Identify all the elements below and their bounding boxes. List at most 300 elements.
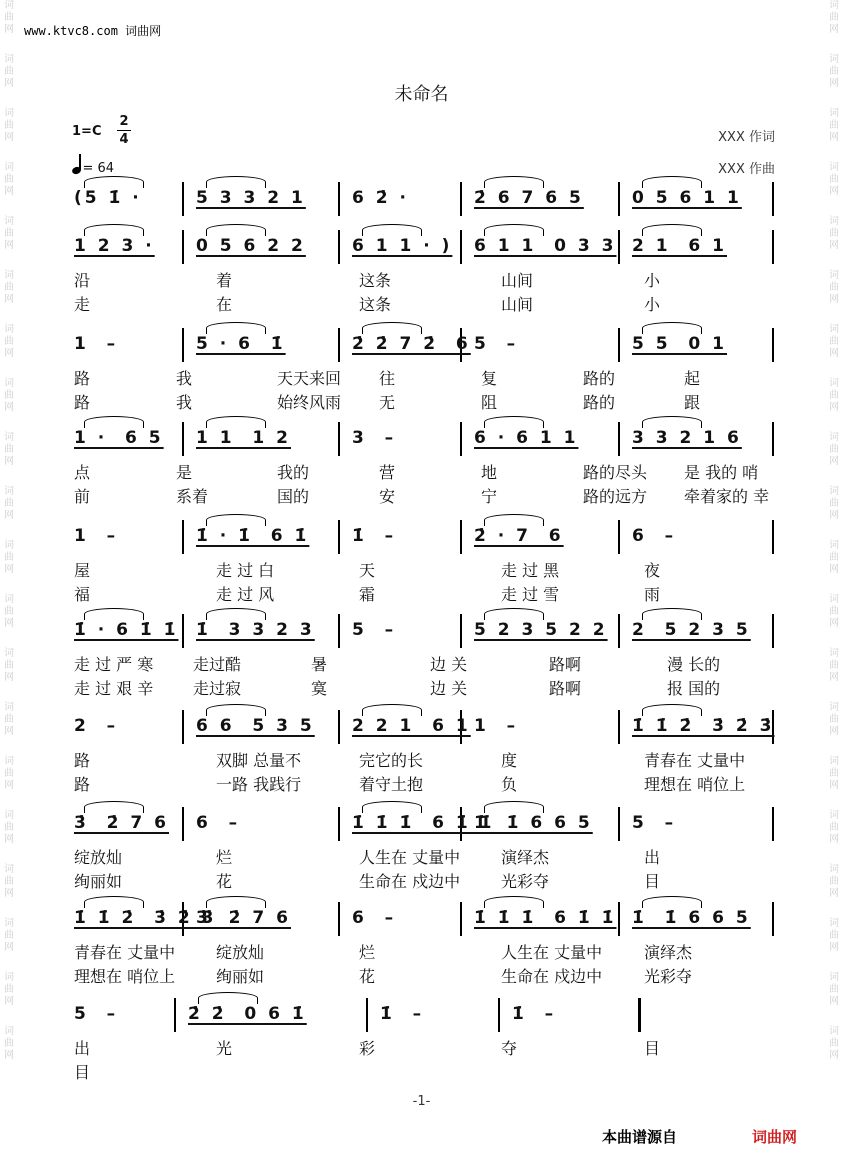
lyric-syllable: 完它的长 — [359, 751, 424, 770]
lyric-syllable: 走 过 艰 辛 — [74, 679, 154, 698]
lyric-verse-1 — [62, 652, 776, 676]
lyric-syllable: 走过寂 — [193, 679, 242, 698]
slur-mark — [206, 416, 266, 428]
measure: 2̇ 6 7 6 5 — [474, 188, 584, 208]
slur-mark — [484, 224, 544, 236]
lyric-syllable: 暑 — [311, 655, 328, 674]
measure: 1̇ – — [512, 1004, 557, 1024]
lyric-syllable: 双脚 总量不 — [216, 751, 302, 770]
measure: 1̇ 3 3 2 3 — [196, 620, 315, 640]
lyric-verse-1 — [62, 268, 776, 292]
lyric-verse-2 — [62, 869, 776, 893]
measure: 3 – — [352, 428, 397, 448]
barline — [618, 710, 620, 744]
time-signature — [117, 114, 131, 147]
measure: 1̇ 1̇ 1̇ 6 1̇ 1̇ — [352, 813, 495, 833]
barline — [460, 182, 462, 216]
watermark-text: 词 曲 网 — [4, 702, 14, 737]
lyric-verse-2 — [62, 292, 776, 316]
slur-mark — [642, 416, 702, 428]
lyric-syllable: 演绎杰 — [644, 943, 693, 962]
notes-row — [62, 420, 776, 460]
measure: 3̇ 2̇ 7 6 — [196, 908, 291, 928]
watermark-text: 词 曲 网 — [829, 486, 839, 521]
lyric-verse-2 — [62, 676, 776, 700]
score-system — [62, 420, 776, 508]
lyric-verse-2 — [62, 484, 776, 508]
lyric-syllable: 漫 长的 — [667, 655, 721, 674]
lyric-syllable: 夜 — [644, 561, 661, 580]
lyric-verse-1 — [62, 1036, 776, 1060]
lyric-syllable: 牵着家的 幸 — [684, 487, 770, 506]
lyric-syllable: 起 — [684, 369, 701, 388]
barline — [460, 614, 462, 648]
measure: 6 1 1 0 3 3 — [474, 236, 617, 256]
measure: 2 5 2 3 5 — [632, 620, 751, 640]
watermark-text: 词 曲 网 — [4, 1026, 14, 1061]
barline — [618, 520, 620, 554]
barline — [618, 328, 620, 362]
barline — [460, 520, 462, 554]
barline — [638, 998, 641, 1032]
barline — [618, 902, 620, 936]
lyric-syllable: 无 — [379, 393, 396, 412]
barline — [772, 520, 774, 554]
lyric-syllable: 绚丽如 — [74, 872, 123, 891]
barline — [618, 422, 620, 456]
score-system — [62, 518, 776, 606]
lyric-syllable: 走 — [74, 295, 91, 314]
barline — [618, 807, 620, 841]
slur-mark — [642, 896, 702, 908]
barline — [182, 422, 184, 456]
measure: 2̇ 2̇ 0 6 1̇ — [188, 1004, 307, 1024]
measure: 6 2̇ · — [352, 188, 409, 208]
measure: 5 5 0 1 — [632, 334, 727, 354]
lyric-syllable: 报 国的 — [667, 679, 721, 698]
barline — [498, 998, 500, 1032]
lyric-syllable: 福 — [74, 585, 91, 604]
barline — [366, 998, 368, 1032]
score-system — [62, 326, 776, 414]
lyric-syllable: 边 关 — [430, 655, 468, 674]
lyric-syllable: 往 — [379, 369, 396, 388]
lyric-syllable: 着守土抱 — [359, 775, 424, 794]
lyric-verse-1 — [62, 748, 776, 772]
lyric-syllable: 路 — [74, 751, 91, 770]
measure: 5 2 3 5 2 2 — [474, 620, 608, 640]
lyric-syllable: 点 — [74, 463, 91, 482]
lyric-syllable: 我的 — [277, 463, 310, 482]
watermark-text: 词 曲 网 — [4, 378, 14, 413]
measure: 6 6 5 3 5 — [196, 716, 315, 736]
slur-mark — [484, 514, 544, 526]
measure: 1̇ 1̇ 2̇ 3̇ 2̇ 3̇ — [74, 908, 217, 928]
lyric-syllable: 始终风雨 — [277, 393, 342, 412]
slur-mark — [206, 514, 266, 526]
measure: 1 – — [74, 334, 119, 354]
lyric-syllable: 这条 — [359, 295, 392, 314]
measure: 6 1 1 · ) — [352, 236, 453, 256]
tempo-value: = 64 — [82, 161, 115, 176]
barline — [338, 807, 340, 841]
score-system — [62, 228, 776, 316]
lyric-syllable: 走 过 雪 — [501, 585, 560, 604]
lyric-syllable: 理想在 哨位上 — [644, 775, 746, 794]
lyric-syllable: 是 — [176, 463, 193, 482]
measure: 2̇ 2̇ 7 2̇ 6 — [352, 334, 471, 354]
lyric-syllable: 生命在 戍边中 — [501, 967, 603, 986]
slur-mark — [84, 176, 144, 188]
slur-mark — [362, 801, 422, 813]
lyric-syllable: 度 — [501, 751, 518, 770]
barline — [182, 520, 184, 554]
watermark-text: 词 曲 网 — [4, 648, 14, 683]
lyric-syllable: 路啊 — [549, 679, 582, 698]
lyric-verse-2 — [62, 582, 776, 606]
barline — [338, 422, 340, 456]
notes-row — [62, 900, 776, 940]
notes-row — [62, 228, 776, 268]
barline — [772, 807, 774, 841]
lyric-syllable: 我 — [176, 393, 193, 412]
lyricist-credit: XXX 作词 — [718, 130, 775, 145]
lyric-syllable: 边 关 — [430, 679, 468, 698]
measure: 2̇ · 7 6 — [474, 526, 564, 546]
lyric-syllable: 路 — [74, 775, 91, 794]
lyric-verse-2 — [62, 964, 776, 988]
slur-mark — [642, 704, 702, 716]
measure: 6 – — [196, 813, 241, 833]
lyric-syllable: 目 — [644, 1039, 661, 1058]
lyric-syllable: 路的尽头 — [583, 463, 648, 482]
lyric-syllable: 走 过 风 — [216, 585, 275, 604]
watermark-text: 词 曲 网 — [4, 216, 14, 251]
measure: 1̇ – — [380, 1004, 425, 1024]
barline — [772, 230, 774, 264]
slur-mark — [642, 322, 702, 334]
score-system — [62, 996, 776, 1084]
slur-mark — [84, 801, 144, 813]
watermark-text: 词 曲 网 — [4, 108, 14, 143]
barline — [772, 902, 774, 936]
notes-row — [62, 996, 776, 1036]
lyric-verse-1 — [62, 845, 776, 869]
lyric-syllable: 出 — [74, 1039, 91, 1058]
lyric-syllable: 国的 — [277, 487, 310, 506]
measure: 1̇ · 6 1̇ 1̇ — [74, 620, 179, 640]
slur-mark — [362, 224, 422, 236]
lyric-syllable: 小 — [644, 271, 661, 290]
lyric-syllable: 宁 — [481, 487, 498, 506]
time-sig-top: 2 — [119, 114, 129, 129]
tempo-mark — [72, 156, 114, 176]
measure: 1̇ 1̇ 1̇ 6 1̇ 1̇ — [474, 908, 617, 928]
measure: 1 – — [474, 716, 519, 736]
measure: 0 5 6 1 1 — [632, 188, 742, 208]
barline — [460, 230, 462, 264]
watermark-text: 词 曲 网 — [829, 540, 839, 575]
lyric-syllable: 这条 — [359, 271, 392, 290]
barline — [182, 182, 184, 216]
watermark-text: 词 曲 网 — [829, 270, 839, 305]
slur-mark — [84, 416, 144, 428]
measure: 3̇ 2̇ 7 6 — [74, 813, 169, 833]
lyric-syllable: 是 我的 哨 — [684, 463, 759, 482]
barline — [182, 230, 184, 264]
measure: 6 · 6 1 1 — [474, 428, 579, 448]
brand-link[interactable]: 词曲网 — [752, 1128, 798, 1146]
lyric-verse-1 — [62, 940, 776, 964]
lyric-syllable: 路的 — [583, 393, 616, 412]
measure: 5 · 6 1̇ — [196, 334, 286, 354]
lyric-syllable: 跟 — [684, 393, 701, 412]
time-sig-bottom: 4 — [119, 132, 129, 147]
barline — [338, 230, 340, 264]
barline — [182, 614, 184, 648]
watermark-text: 词 曲 网 — [4, 162, 14, 197]
watermark-text: 词 曲 网 — [4, 972, 14, 1007]
measure: 1 2 3 · — [74, 236, 155, 256]
notes-row — [62, 805, 776, 845]
lyric-syllable: 山间 — [501, 295, 534, 314]
score-system — [62, 612, 776, 700]
watermark-text: 词 曲 网 — [829, 324, 839, 359]
page-number: -1- — [412, 1094, 431, 1109]
barline — [182, 328, 184, 362]
watermark-text: 词 曲 网 — [4, 324, 14, 359]
watermark-text: 词 曲 网 — [829, 0, 839, 35]
watermark-text: 词 曲 网 — [829, 648, 839, 683]
site-url[interactable]: www.ktvc8.com 词曲网 — [24, 24, 162, 38]
measure: 5 – — [474, 334, 519, 354]
score-system — [62, 708, 776, 796]
measure: 6 – — [352, 908, 397, 928]
measure: 6 – — [632, 526, 677, 546]
watermark-text: 词 曲 网 — [4, 810, 14, 845]
slur-mark — [642, 224, 702, 236]
watermark-text: 词 曲 网 — [829, 810, 839, 845]
watermark-text: 词 曲 网 — [4, 432, 14, 467]
barline — [460, 902, 462, 936]
lyric-syllable: 天 — [359, 561, 376, 580]
barline — [772, 328, 774, 362]
lyric-syllable: 着 — [216, 271, 233, 290]
score-system — [62, 900, 776, 988]
slur-mark — [84, 896, 144, 908]
lyric-syllable: 绽放灿 — [216, 943, 265, 962]
notes-row — [62, 612, 776, 652]
measure: 5 3 3 2 1 — [196, 188, 306, 208]
lyric-syllable: 人生在 丈量中 — [359, 848, 461, 867]
measure: 5 – — [632, 813, 677, 833]
measure: 0 5 6 2 2 — [196, 236, 306, 256]
lyric-syllable: 路啊 — [549, 655, 582, 674]
barline — [618, 182, 620, 216]
lyric-syllable: 绚丽如 — [216, 967, 265, 986]
watermark-text: 词 曲 网 — [829, 594, 839, 629]
measure: (5 1̇ · — [74, 188, 142, 208]
notes-row — [62, 518, 776, 558]
watermark-text: 词 曲 网 — [829, 54, 839, 89]
lyric-syllable: 烂 — [359, 943, 376, 962]
slur-mark — [206, 322, 266, 334]
watermark-text: 词 曲 网 — [4, 486, 14, 521]
barline — [338, 614, 340, 648]
lyric-syllable: 路的远方 — [583, 487, 648, 506]
watermark-text: 词 曲 网 — [829, 162, 839, 197]
barline — [772, 422, 774, 456]
lyric-syllable: 前 — [74, 487, 91, 506]
barline — [338, 902, 340, 936]
watermark-text: 词 曲 网 — [4, 756, 14, 791]
watermark-text: 词 曲 网 — [829, 864, 839, 899]
lyric-syllable: 青春在 丈量中 — [74, 943, 176, 962]
slur-mark — [642, 608, 702, 620]
lyric-syllable: 光彩夺 — [501, 872, 550, 891]
lyric-syllable: 屋 — [74, 561, 91, 580]
watermark-text: 词 曲 网 — [4, 594, 14, 629]
slur-mark — [84, 608, 144, 620]
lyric-syllable: 目 — [74, 1063, 91, 1082]
lyric-syllable: 阻 — [481, 393, 498, 412]
score-system — [62, 180, 776, 220]
slur-mark — [198, 992, 258, 1004]
right-watermark-strip — [825, 0, 843, 1172]
lyric-verse-1 — [62, 460, 776, 484]
lyric-syllable: 负 — [501, 775, 518, 794]
slur-mark — [206, 896, 266, 908]
lyric-syllable: 走过酷 — [193, 655, 242, 674]
barline — [772, 614, 774, 648]
barline — [338, 328, 340, 362]
lyric-syllable: 目 — [644, 872, 661, 891]
lyric-verse-2 — [62, 1060, 776, 1084]
lyric-syllable: 理想在 哨位上 — [74, 967, 176, 986]
left-watermark-strip — [0, 0, 18, 1172]
slur-mark — [642, 176, 702, 188]
lyric-syllable: 演绎杰 — [501, 848, 550, 867]
watermark-text: 词 曲 网 — [4, 54, 14, 89]
barline — [338, 182, 340, 216]
barline — [182, 710, 184, 744]
slur-mark — [362, 322, 422, 334]
measure: 1 · 6 5 — [74, 428, 164, 448]
measure: 1̇ – — [352, 526, 397, 546]
lyric-syllable: 小 — [644, 295, 661, 314]
lyric-syllable: 烂 — [216, 848, 233, 867]
key-signature: 1=C — [72, 124, 102, 139]
lyric-syllable: 光 — [216, 1039, 233, 1058]
lyric-syllable: 出 — [644, 848, 661, 867]
lyric-syllable: 走 过 严 寒 — [74, 655, 154, 674]
lyric-syllable: 地 — [481, 463, 498, 482]
slur-mark — [84, 224, 144, 236]
slur-mark — [362, 704, 422, 716]
lyric-syllable: 沿 — [74, 271, 91, 290]
lyric-syllable: 安 — [379, 487, 396, 506]
lyric-verse-1 — [62, 558, 776, 582]
measure: 2 2 1 6 1 — [352, 716, 471, 736]
measure: 3 3 2 1 6 — [632, 428, 742, 448]
watermark-text: 词 曲 网 — [829, 378, 839, 413]
barline — [174, 998, 176, 1032]
watermark-text: 词 曲 网 — [4, 918, 14, 953]
lyric-syllable: 霜 — [359, 585, 376, 604]
slur-mark — [484, 416, 544, 428]
barline — [618, 230, 620, 264]
lyric-syllable: 天天来回 — [277, 369, 342, 388]
watermark-text: 词 曲 网 — [829, 432, 839, 467]
watermark-text: 词 曲 网 — [829, 972, 839, 1007]
lyric-syllable: 复 — [481, 369, 498, 388]
lyric-syllable: 雨 — [644, 585, 661, 604]
slur-mark — [206, 176, 266, 188]
lyric-verse-2 — [62, 772, 776, 796]
watermark-text: 词 曲 网 — [829, 918, 839, 953]
lyric-syllable: 一路 我践行 — [216, 775, 302, 794]
measure: 2 – — [74, 716, 119, 736]
lyric-syllable: 人生在 丈量中 — [501, 943, 603, 962]
measure: 1̇ 1̇ 2̇ 3̇ 2̇ 3̇ — [632, 716, 775, 736]
lyric-syllable: 山间 — [501, 271, 534, 290]
lyric-syllable: 青春在 丈量中 — [644, 751, 746, 770]
measure: 1̇ · 1̇ 6 1̇ — [196, 526, 310, 546]
watermark-text: 词 曲 网 — [829, 702, 839, 737]
lyric-syllable: 生命在 戍边中 — [359, 872, 461, 891]
watermark-text: 词 曲 网 — [829, 216, 839, 251]
composer-credit: XXX 作曲 — [718, 162, 775, 177]
measure: 1̇ 1̇ 6 6 5 — [474, 813, 593, 833]
notes-row — [62, 326, 776, 366]
barline — [338, 520, 340, 554]
lyric-syllable: 走 过 白 — [216, 561, 275, 580]
measure: 2 1 6 1 — [632, 236, 727, 256]
barline — [460, 422, 462, 456]
lyric-syllable: 寞 — [311, 679, 328, 698]
barline — [182, 807, 184, 841]
source-label: 本曲谱源自 — [602, 1128, 678, 1146]
lyric-syllable: 彩 — [359, 1039, 376, 1058]
score-title: 未命名 — [394, 84, 449, 105]
measure: 1̇ 1̇ 6 6 5 — [632, 908, 751, 928]
watermark-text: 词 曲 网 — [829, 108, 839, 143]
slur-mark — [206, 704, 266, 716]
slur-mark — [484, 608, 544, 620]
lyric-syllable: 走 过 黑 — [501, 561, 560, 580]
barline — [618, 614, 620, 648]
watermark-text: 词 曲 网 — [4, 0, 14, 35]
notes-row — [62, 708, 776, 748]
lyric-verse-2 — [62, 390, 776, 414]
measure: 1 – — [74, 526, 119, 546]
measure: 5 – — [74, 1004, 119, 1024]
slur-mark — [206, 608, 266, 620]
measure: 1 1 1 2 — [196, 428, 291, 448]
watermark-text: 词 曲 网 — [4, 864, 14, 899]
slur-mark — [206, 224, 266, 236]
lyric-syllable: 夺 — [501, 1039, 518, 1058]
lyric-syllable: 花 — [359, 967, 376, 986]
slur-mark — [484, 801, 544, 813]
barline — [772, 182, 774, 216]
measure: 5 – — [352, 620, 397, 640]
lyric-syllable: 绽放灿 — [74, 848, 123, 867]
lyric-syllable: 系着 — [176, 487, 209, 506]
lyric-syllable: 我 — [176, 369, 193, 388]
lyric-syllable: 花 — [216, 872, 233, 891]
watermark-text: 词 曲 网 — [829, 1026, 839, 1061]
